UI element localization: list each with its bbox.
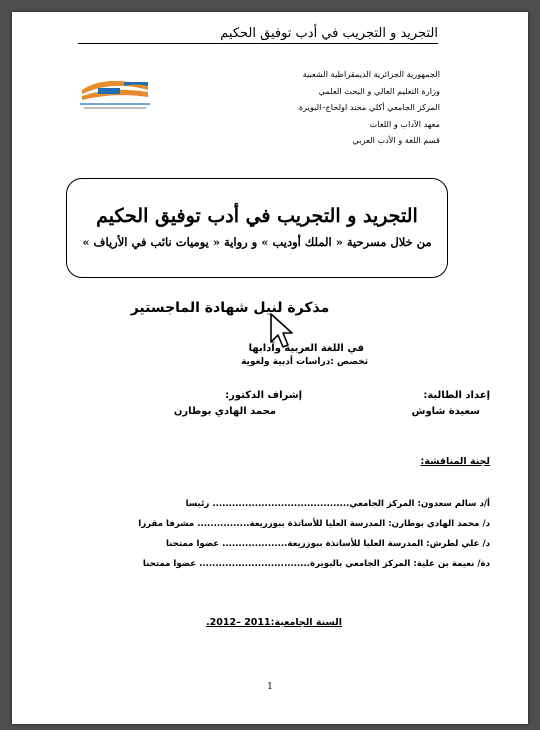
thesis-title: التجريد و التجريب في أدب توفيق الحكيم [96,205,418,227]
specialization: تخصص :دراسات أدبية ولغوية [241,357,368,367]
field-of-study: في اللغة العربية وآدابها [248,343,364,354]
committee-member: د/ علي لطرش: المدرسة العليا للأساتذة ببوزريعة.................... عضوا ممتحنا [165,539,490,549]
page-number: 1 [267,682,273,692]
committee-member: د/ محمد الهادي بوطارن: المدرسة العليا للأساتذة ببوزريعة................ مشرفا مقررا [138,519,490,529]
student-label: إعداد الطالبة: [423,390,490,401]
institution-line: الجمهورية الجزائرية الديمقراطية الشعبية [302,69,440,79]
institution-line: معهد الآداب و اللغات [369,118,440,129]
institution-block [200,66,440,149]
thesis-subtitle: من خلال مسرحية « الملك أوديب » و رواية « يوميات نائب في الأرياف » [82,235,432,249]
institution-line: المركز الجامعي أكلي محند اولحاج–البويرة [298,102,440,112]
institution-line: وزارة التعليم العالي و البحث العلمي [318,85,440,96]
academic-year: السنة الجامعية:2011 –2012. [206,617,342,628]
committee-heading: لجنة المناقشة: [420,456,490,467]
committee-member: أ/د سالم سعدون: المركز الجامعي.......................................... رئيسا [185,499,490,509]
student-name: سعيدة شاوش [411,406,480,417]
degree-statement: مذكرة لنيل شهادة الماجستير [130,300,330,316]
supervisor-name: محمد الهادي بوطارن [173,406,276,417]
document-page [12,12,528,724]
university-logo-icon [76,70,154,112]
running-header: التجريد و التجريب في أدب توفيق الحكيم [78,26,438,44]
committee-member: دة/ نعيمة بن علية: المركز الجامعي بالبويرة.................................. عضوا ممتحنا [142,559,490,569]
supervisor-label: إشراف الدكتور: [225,390,302,401]
institution-line: قسم اللغة و الأدب العربي [352,135,440,145]
thesis-title-box [66,178,448,278]
